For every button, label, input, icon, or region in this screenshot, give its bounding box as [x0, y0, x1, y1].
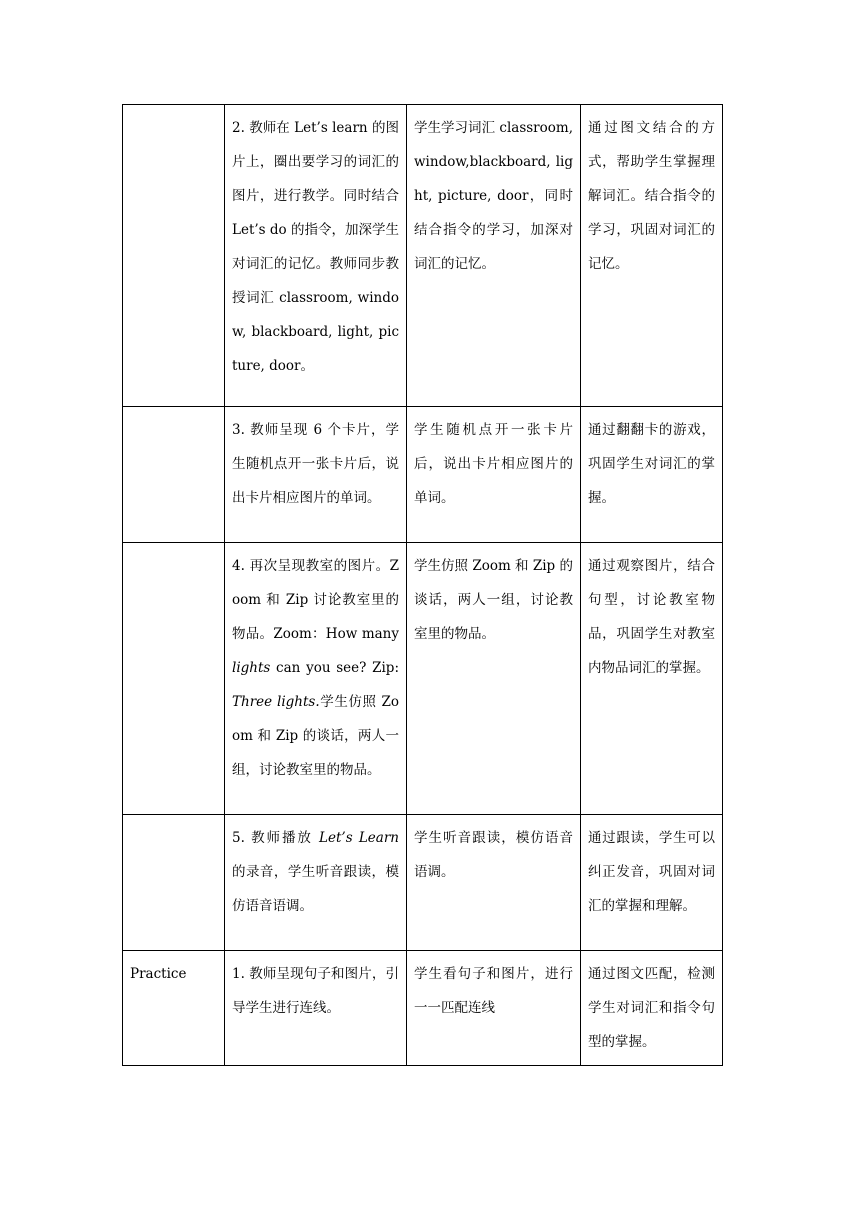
text-run: 的录音，学生听音跟读，模仿语音语调。: [232, 864, 399, 914]
stage-cell: [123, 543, 225, 815]
table-row: [123, 543, 723, 815]
italic-text-run: Three lights.: [232, 694, 320, 710]
student-activity-cell: 学生仿照 Zoom 和 Zip 的谈话，两人一组，讨论教室里的物品。: [407, 543, 581, 815]
stage-cell: [123, 105, 225, 407]
stage-cell: [123, 815, 225, 951]
teacher-activity-cell: [225, 815, 407, 951]
italic-text-run: Let’s Learn: [319, 830, 399, 846]
table-row: [123, 407, 723, 543]
teacher-activity-cell: 2. 教师在 Let’s learn 的图片上，圈出要学习的词汇的图片，进行教学。同时结合 Let’s do 的指令，加深学生对词汇的记忆。教师同步教授词汇 classroom, window, blackboard, light, picture, door。: [225, 105, 407, 407]
purpose-cell: 通过跟读，学生可以纠正发音，巩固对词汇的掌握和理解。: [581, 815, 723, 951]
student-activity-cell: 学生学习词汇 classroom, window,blackboard, light, picture, door，同时结合指令的学习，加深对词汇的记忆。: [407, 105, 581, 407]
stage-cell: Practice: [123, 951, 225, 1066]
teacher-activity-cell: 3. 教师呈现 6 个卡片，学生随机点开一张卡片后，说出卡片相应图片的单词。: [225, 407, 407, 543]
purpose-cell: 通过翻翻卡的游戏，巩固学生对词汇的掌握。: [581, 407, 723, 543]
teacher-activity-cell: 1. 教师呈现句子和图片，引导学生进行连线。: [225, 951, 407, 1066]
table-row: [123, 815, 723, 951]
teacher-activity-cell: [225, 543, 407, 815]
text-run: 学生仿照 Zoom 和 Zip 的谈话，两人一组，讨论教室里的物品。: [232, 694, 399, 778]
lesson-plan-table: [122, 104, 723, 1066]
text-run: 5. 教师播放: [232, 830, 320, 846]
stage-cell: [123, 407, 225, 543]
table-row: [123, 951, 723, 1066]
purpose-cell: 通过观察图片，结合句型，讨论教室物品，巩固学生对教室内物品词汇的掌握。: [581, 543, 723, 815]
text-run: can you see? Zip:: [270, 660, 399, 676]
student-activity-cell: 学生看句子和图片，进行一一匹配连线: [407, 951, 581, 1066]
table-row: [123, 105, 723, 407]
student-activity-cell: 学生听音跟读，模仿语音语调。: [407, 815, 581, 951]
italic-text-run: lights: [232, 660, 271, 676]
purpose-cell: 通过图文匹配，检测学生对词汇和指令句型的掌握。: [581, 951, 723, 1066]
purpose-cell: 通过图文结合的方式，帮助学生掌握理解词汇。结合指令的学习，巩固对词汇的记忆。: [581, 105, 723, 407]
text-run: 4. 再次呈现教室的图片。Zoom 和 Zip 讨论教室里的物品。Zoom：How many: [232, 558, 399, 642]
student-activity-cell: 学生随机点开一张卡片后，说出卡片相应图片的单词。: [407, 407, 581, 543]
